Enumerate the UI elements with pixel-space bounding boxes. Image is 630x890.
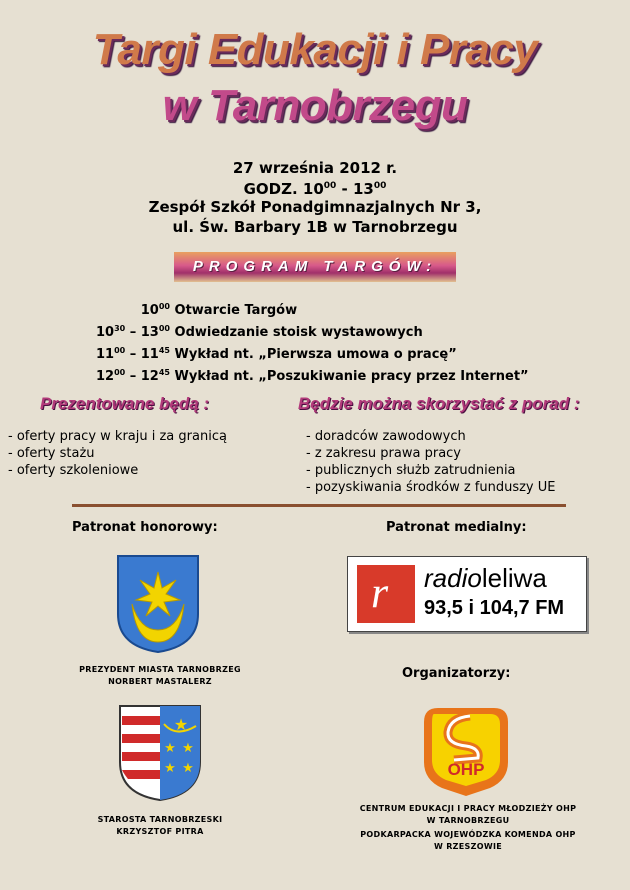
title-line-1: Targi Edukacji i Pracy <box>92 25 538 74</box>
powiat-coat-of-arms-icon <box>118 704 202 802</box>
starosta-caption: STAROSTA TARNOBRZESKI KRZYSZTOF PITRA <box>97 815 223 836</box>
title-line-2: w Tarnobrzegu <box>162 81 468 130</box>
schedule <box>60 298 600 386</box>
schedule-row: $12^{00} - 12^{45}$ Wykład nt. „Poszukiwanie pracy przez Internet” <box>95 368 529 384</box>
list-item: - oferty pracy w kraju i za granicą <box>8 429 227 444</box>
main-title-line-2 <box>0 81 630 130</box>
list-item: - oferty szkoleniowe <box>8 463 139 478</box>
honorary-patronage-label: Patronat honorowy: <box>72 520 218 535</box>
presented-list <box>8 428 227 479</box>
svg-text:★: ★ <box>173 715 189 734</box>
schedule-row: $11^{00} - 11^{45}$ Wykład nt. „Pierwsza umowa o pracę” <box>95 346 457 362</box>
schedule-row: $10^{30} - 13^{00}$ Odwiedzanie stoisk wystawowych <box>95 324 423 340</box>
organizer-1-caption: CENTRUM EDUKACJI I PRACY MŁODZIEŻY OHP W TARNOBRZEGU <box>359 804 577 825</box>
advice-list <box>306 428 555 496</box>
main-title <box>0 25 630 74</box>
tarnobrzeg-coat-of-arms-icon <box>116 554 200 654</box>
radio-leliwa-logo <box>347 556 587 632</box>
svg-text:★: ★ <box>164 761 176 776</box>
section-divider <box>72 504 566 507</box>
program-banner <box>174 252 456 282</box>
organizer-2-caption: PODKARPACKA WOJEWÓDZKA KOMENDA OHP W RZESZOWIE <box>360 830 576 851</box>
event-address: ul. Św. Barbary 1B w Tarnobrzegu <box>172 218 458 236</box>
mayor-caption: PREZYDENT MIASTA TARNOBRZEG NORBERT MASTALERZ <box>79 665 241 686</box>
radio-name: radioleliwa <box>424 563 547 593</box>
list-item: - doradców zawodowych <box>306 429 466 444</box>
list-item: - pozyskiwania środków z funduszy UE <box>306 480 556 495</box>
event-venue: Zespół Szkół Ponadgimnazjalnych Nr 3, <box>148 198 482 216</box>
ohp-logo-text: OHP <box>447 760 485 779</box>
advice-heading: Będzie można skorzystać z porad : <box>298 394 580 413</box>
list-item: - publicznych służb zatrudnienia <box>306 463 516 478</box>
ohp-logo-icon <box>420 704 512 796</box>
radio-frequency: 93,5 i 104,7 FM <box>424 597 565 619</box>
schedule-row: $10^{00}$ Otwarcie Targów <box>140 302 298 318</box>
event-date: 27 września 2012 r. <box>232 159 398 177</box>
event-time: GODZ. $10^{00} - 13^{00}$ <box>243 180 387 198</box>
list-item: - oferty stażu <box>8 446 95 461</box>
svg-text:★: ★ <box>182 741 194 756</box>
media-patronage-label: Patronat medialny: <box>386 520 527 535</box>
radio-logo-mark: r <box>357 565 415 623</box>
svg-text:★: ★ <box>164 741 176 756</box>
list-item: - z zakresu prawa pracy <box>306 446 461 461</box>
organizers-label: Organizatorzy: <box>402 666 511 681</box>
presented-heading: Prezentowane będą : <box>40 394 210 413</box>
svg-text:★: ★ <box>182 761 194 776</box>
program-banner-label: PROGRAM TARGÓW: <box>192 258 438 275</box>
